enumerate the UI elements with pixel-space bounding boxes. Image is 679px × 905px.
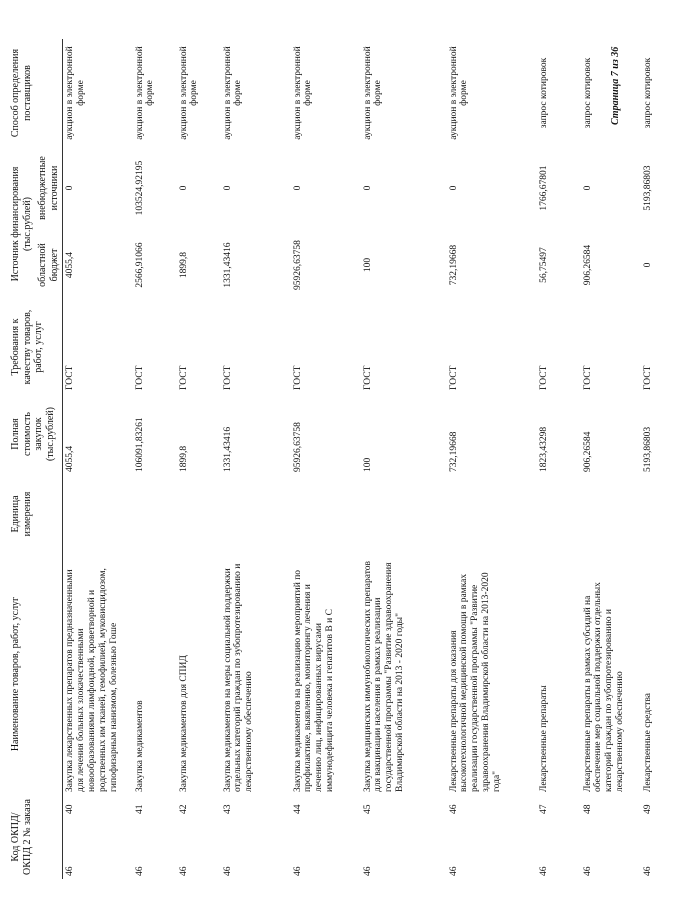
row-supplier-method: запрос котировок xyxy=(642,57,653,129)
row-total-cost: 906,26584 xyxy=(582,431,593,472)
row-supplier-method: аукцион в электронной форме xyxy=(178,46,200,140)
row-regional-budget: 95926,63758 xyxy=(292,240,303,290)
row-total-cost: 1899,8 xyxy=(178,445,189,472)
table-row xyxy=(537,39,581,879)
row-unit xyxy=(63,475,133,553)
header-requirements: Требования к качеству товаров, работ, услуг xyxy=(10,309,44,385)
row-requirements: ГОСТ xyxy=(65,365,75,390)
row-total-cost: 1823,43298 xyxy=(538,426,549,472)
table-row xyxy=(291,39,361,879)
header-offbudget-sources: внебюджетные источники xyxy=(37,156,60,220)
row-supplier-method: аукцион в электронной форме xyxy=(292,46,314,140)
row-unit xyxy=(361,475,447,553)
table-row xyxy=(447,39,537,879)
row-item-name: Лекарственные препараты в рамках субсидий на обеспечение мер социальной поддержки отдельных категорий граждан по зубопротезированию и лекарственному обеспечению xyxy=(582,582,626,792)
row-order-number: 49 xyxy=(642,804,653,814)
row-unit xyxy=(537,475,581,553)
row-order-number: 48 xyxy=(582,804,593,814)
row-total-cost: 732,19668 xyxy=(448,431,459,472)
page-number: Страница 7 из 36 xyxy=(610,46,621,125)
header-cost: Полная стоимость закупок (тыс.рублей) xyxy=(10,406,56,462)
row-code-group: 46 xyxy=(292,866,303,876)
row-unit xyxy=(447,475,537,553)
row-offbudget: 0 xyxy=(362,185,373,191)
row-code-group: 46 xyxy=(642,866,653,876)
row-code-group: 46 xyxy=(222,866,233,876)
row-offbudget: 103524,92195 xyxy=(134,160,145,216)
row-requirements: ГОСТ xyxy=(292,365,303,390)
row-requirements: ГОСТ xyxy=(538,365,549,390)
row-item-name: Лекарственные средства xyxy=(642,692,653,792)
row-item-name: Закупка медикаментов на меры социальной поддержки отдельных категорий граждан по зубопротезированию и лекарственному обеспечению xyxy=(222,563,255,792)
row-code-group: 46 xyxy=(362,866,373,876)
table-row xyxy=(581,39,641,879)
row-code-group: 46 xyxy=(448,866,459,876)
row-order-number: 45 xyxy=(362,804,373,814)
table-row xyxy=(641,39,679,879)
row-total-cost: 100 xyxy=(362,457,373,472)
row-requirements: ГОСТ xyxy=(178,365,189,390)
row-offbudget: 0 xyxy=(582,185,593,191)
table-row xyxy=(361,39,447,879)
procurement-table xyxy=(8,39,679,879)
row-unit xyxy=(581,475,641,553)
row-requirements: ГОСТ xyxy=(362,365,373,390)
header-financing: Источник финансирования (тыс.рублей) xyxy=(10,166,33,282)
row-requirements: ГОСТ xyxy=(134,365,145,390)
table-row xyxy=(63,39,133,879)
row-total-cost: 106091,83261 xyxy=(134,417,145,472)
row-regional-budget: 1331,43416 xyxy=(222,242,233,288)
row-item-name: Лекарственные препараты для оказания высокотехнологичной медицинской помощи в рамках реализации государственной программы "Развитие здравоохранения Владимирской области на 2013-2020 года" xyxy=(448,572,503,792)
row-offbudget: 1766,67801 xyxy=(538,165,549,211)
row-order-number: 40 xyxy=(65,804,75,814)
row-order-number: 44 xyxy=(292,804,303,814)
row-total-cost: 5193,86803 xyxy=(642,426,653,472)
row-regional-budget: 0 xyxy=(642,262,653,268)
row-offbudget: 0 xyxy=(222,185,233,191)
row-unit xyxy=(641,475,679,553)
row-offbudget: 0 xyxy=(448,185,459,191)
header-regional-budget: областной бюджет xyxy=(37,243,60,287)
row-regional-budget: 906,26584 xyxy=(582,244,593,286)
row-regional-budget: 56,75497 xyxy=(538,247,549,283)
row-code-group: 46 xyxy=(65,866,75,876)
row-supplier-method: аукцион в электронной форме xyxy=(448,46,470,140)
row-requirements: ГОСТ xyxy=(222,365,233,390)
row-unit xyxy=(221,475,291,553)
row-supplier-method: запрос котировок xyxy=(538,57,549,129)
row-supplier-method: аукцион в электронной форме xyxy=(362,46,384,140)
row-requirements: ГОСТ xyxy=(582,365,593,390)
row-total-cost: 4055,4 xyxy=(65,445,75,472)
row-offbudget: 5193,86803 xyxy=(642,165,653,211)
row-order-number: 42 xyxy=(178,804,189,814)
header-method: Способ определения поставщиков xyxy=(10,48,33,138)
row-supplier-method: аукцион в электронной форме xyxy=(134,46,156,140)
row-order-number: 47 xyxy=(538,804,549,814)
table-row xyxy=(221,39,291,879)
row-regional-budget: 100 xyxy=(362,257,373,273)
row-order-number: 41 xyxy=(134,804,145,814)
row-requirements: ГОСТ xyxy=(448,365,459,390)
row-requirements: ГОСТ xyxy=(642,365,653,390)
row-supplier-method: запрос котировок xyxy=(582,57,593,129)
row-code-group: 46 xyxy=(538,866,549,876)
table-row xyxy=(133,39,177,879)
row-unit xyxy=(291,475,361,553)
row-unit xyxy=(177,475,221,553)
row-regional-budget: 2566,91066 xyxy=(134,242,145,288)
row-supplier-method: аукцион в электронной форме xyxy=(65,46,86,140)
row-total-cost: 95926,63758 xyxy=(292,422,303,472)
row-supplier-method: аукцион в электронной форме xyxy=(222,46,244,140)
row-item-name: Закупка медикаментов xyxy=(134,700,145,792)
row-code-group: 46 xyxy=(178,866,189,876)
row-total-cost: 1331,43416 xyxy=(222,426,233,472)
row-regional-budget: 1899,8 xyxy=(178,251,189,279)
table-row xyxy=(177,39,221,879)
row-unit xyxy=(133,475,177,553)
row-item-name: Лекарственные препараты xyxy=(538,685,549,792)
row-order-number: 46 xyxy=(448,804,459,814)
row-order-number: 43 xyxy=(222,804,233,814)
row-regional-budget: 4055,4 xyxy=(65,251,75,279)
row-item-name: Закупка медикаментов на реализацию мероприятий по профилактике, выявлению, мониторингу лечения и лечению лиц, инфицированных вирусами иммунодефицита человека и гепатитов В и С xyxy=(292,569,336,792)
header-code: Код ОКПД/ ОКПД 2 № заказа xyxy=(10,799,33,875)
row-item-name: Закупка медикаментов для СПИД xyxy=(178,655,189,792)
header-name: Наименование товаров, работ, услуг xyxy=(10,596,21,752)
row-regional-budget: 732,19668 xyxy=(448,244,459,286)
row-offbudget: 0 xyxy=(178,185,189,191)
row-offbudget: 0 xyxy=(292,185,303,191)
row-code-group: 46 xyxy=(134,866,145,876)
row-offbudget: 0 xyxy=(65,185,75,191)
row-item-name: Закупка лекарственных препаратов предназначенными для лечения больных злокачественными новообразованиями лимфоидной, кроветворной и родственных им тканей, гемофилией, муковисцидозом, гипофизарным нанизмом, болезнью Гоше xyxy=(65,568,119,792)
row-code-group: 46 xyxy=(582,866,593,876)
header-unit: Единица измерения xyxy=(10,491,33,537)
row-item-name: Закупка медицинских иммунобиологических препаратов для вакцинации населения в рамках реализации государственной программы "Развитие здравоохранения Владимирской области на 2013 - 2020 годы" xyxy=(362,561,406,792)
